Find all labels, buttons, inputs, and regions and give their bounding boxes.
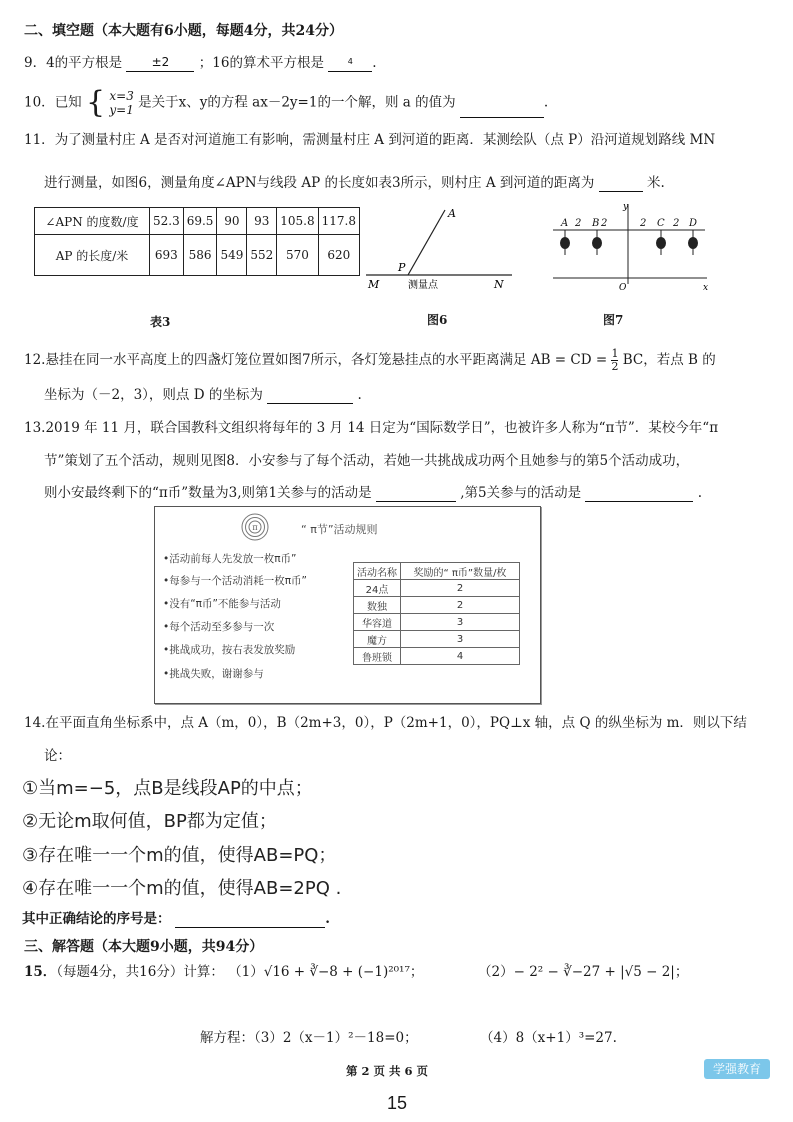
svg-text:π: π	[252, 523, 258, 532]
question-13: 13.2019 年 11 月，联合国教科文组织将每年的 3 月 14 日定为“国际数学日”，也被许多人称为“π节”．某校今年“π	[24, 420, 719, 436]
system-eq-1: x=3	[109, 89, 134, 103]
q13-answer-1-blank[interactable]	[376, 487, 456, 502]
lantern-icon	[688, 230, 698, 255]
fig7-hand-2: 2	[575, 218, 582, 229]
figure-7	[545, 200, 715, 295]
page-number: 15	[387, 1093, 408, 1113]
table-cell: 数独	[354, 597, 401, 614]
fig6-label-a: A	[448, 207, 456, 220]
rule-item: •挑战成功，按右表发放奖励	[163, 644, 296, 656]
table-cell: 24点	[354, 580, 401, 597]
table-row	[35, 235, 360, 276]
lantern-icon	[592, 230, 602, 255]
table-cell: 魔方	[354, 631, 401, 648]
q9-answer-2[interactable]: 4	[328, 53, 372, 72]
reward-table	[353, 562, 520, 665]
question-14: 14.在平面直角坐标系中，点 A（m，0），B（2m+3，0），P（2m+1，0），PQ⊥x 轴，点 Q 的纵坐标为 m．则以下结	[24, 715, 747, 731]
table-cell: 2	[401, 580, 520, 597]
q12-answer-blank[interactable]	[267, 389, 353, 404]
caption-figure-6: 图6	[427, 313, 448, 327]
caption-table-3: 表3	[150, 315, 171, 329]
table-header: 奖励的“ π币”数量/枚	[401, 563, 520, 580]
conclusion-option: ④存在唯一一个m的值，使得AB=2PQ .	[22, 878, 342, 899]
lantern-icon	[656, 230, 666, 255]
table-row	[354, 597, 520, 614]
table-cell: 117.8	[318, 208, 359, 235]
system-eq-2: y=1	[109, 103, 134, 117]
question-11: 11．为了测量村庄 A 是否对河道施工有影响，需测量村庄 A 到河道的距离．某测绘队（点 P）沿河道规划路线 MN	[24, 132, 716, 148]
conclusion-option: ③存在唯一一个m的值，使得AB=PQ；	[22, 845, 337, 866]
fig6-label-point: 测量点	[408, 280, 438, 291]
table-cell: 90	[217, 208, 247, 235]
fig7-hand-a: A	[561, 218, 569, 229]
rule-item: •挑战失败，谢谢参与	[163, 668, 264, 680]
q10-answer-blank[interactable]	[460, 103, 544, 118]
rule-item: •没有“π币”不能参与活动	[163, 598, 281, 610]
fig7-hand-2: 2	[640, 218, 647, 229]
table-cell: 华容道	[354, 614, 401, 631]
lantern-icon	[560, 230, 570, 255]
fig7-label-o: O	[619, 283, 627, 293]
question-12: 12.悬挂在同一水平高度上的四盏灯笼位置如图7所示，各灯笼悬挂点的水平距离满足 AB = CD = $\frac{1}{2}$ BC，若点 B 的	[24, 347, 716, 373]
section-2-heading: 二、填空题（本大题有6小题，每题4分，共24分）	[24, 23, 343, 39]
fig7-hand-2: 2	[601, 218, 608, 229]
figure-6	[362, 204, 522, 294]
section-3-heading: 三、解答题（本大题9小题，共94分）	[24, 939, 264, 955]
figure-8-rules	[154, 506, 541, 704]
question-9: 9．4的平方根是 ±2 ；16的算术平方根是 4 .	[24, 55, 377, 71]
table-cell: 620	[318, 235, 359, 276]
page-footer: 第 2 页 共 6 页	[346, 1064, 429, 1078]
table-row	[354, 648, 520, 665]
fig6-label-n: N	[494, 278, 504, 291]
q15-part-2: （2）− 2² − ∛−27 + |√5 − 2|；	[478, 964, 689, 980]
rules-title: “ π节”活动规则	[301, 523, 378, 536]
question-13-line2: 节”策划了五个活动，规则见图8．小安参与了每个活动，若她一共挑战成功两个且她参与的第5个活动成功，	[44, 453, 690, 469]
rule-item: •每个活动至多参与一次	[163, 621, 275, 633]
table-cell: 鲁班锁	[354, 648, 401, 665]
table-cell: 69.5	[183, 208, 217, 235]
pi-logo-icon	[241, 513, 269, 541]
table-cell: 4	[401, 648, 520, 665]
fig7-hand-c: C	[657, 218, 665, 229]
q15-part-4: （4）8（x+1）³=27.	[480, 1030, 617, 1046]
table-cell: 105.8	[277, 208, 318, 235]
q9-answer-1[interactable]: ±2	[126, 53, 194, 72]
fig7-hand-b: B	[592, 218, 600, 229]
table-cell: 93	[247, 208, 277, 235]
rule-item: •活动前每人先发放一枚π币”	[163, 553, 297, 565]
fig7-label-x: x	[703, 283, 709, 293]
q11-answer-blank[interactable]	[599, 177, 643, 192]
table-row	[354, 563, 520, 580]
rule-item: •每参与一个活动消耗一枚π币”	[163, 575, 307, 587]
q15-equations: 解方程：（3）2（x－1）²－18=0；	[200, 1030, 418, 1046]
q14-answer-blank[interactable]	[175, 913, 325, 928]
question-10: 10．已知 { x=3 y=1 是关于x、y的方程 ax－2y=1的一个解，则 a 的值为 .	[24, 85, 549, 120]
fig7-hand-2: 2	[673, 218, 680, 229]
table-cell: 3	[401, 614, 520, 631]
question-12-line2: 坐标为（－2，3），则点 D 的坐标为 .	[44, 387, 362, 403]
watermark-logo: 学强教育	[704, 1059, 770, 1079]
table-cell: 586	[183, 235, 217, 276]
table-header: 活动名称	[354, 563, 401, 580]
table-cell: 52.3	[150, 208, 184, 235]
fig7-label-y: y	[623, 202, 629, 212]
question-14-line2: 论：	[44, 748, 71, 764]
table-cell: 570	[277, 235, 318, 276]
table-cell: 3	[401, 631, 520, 648]
conclusion-option: ②无论m取何值，BP都为定值；	[22, 811, 277, 832]
table-row	[354, 614, 520, 631]
q15-part-1: （1）√16 + ∛−8 + (−1)²⁰¹⁷；	[228, 964, 424, 980]
table-cell: 552	[247, 235, 277, 276]
table-cell: 2	[401, 597, 520, 614]
q14-answer-line: 其中正确结论的序号是： .	[22, 911, 330, 927]
q15-part-3: （3）2（x－1）²－18=0；	[254, 1030, 418, 1046]
question-13-line3: 则小安最终剩下的“π币”数量为3,则第1关参与的活动是 ,第5关参与的活动是 .	[44, 485, 703, 501]
fig6-label-p: P	[398, 261, 406, 274]
question-11-line2: 进行测量，如图6，测量角度∠APN与线段 AP 的长度如表3所示，则村庄 A 到河道的距离为 米.	[44, 175, 665, 191]
conclusion-option: ①当m=−5，点B是线段AP的中点；	[22, 778, 313, 799]
question-15: 15．（每题4分，共16分）计算： （1）√16 + ∛−8 + (−1)²⁰¹⁷；	[24, 964, 424, 980]
q13-answer-2-blank[interactable]	[585, 487, 693, 502]
table-cell: 549	[217, 235, 247, 276]
fig6-label-m: M	[368, 278, 380, 291]
fraction-half: $\frac{1}{2}$	[611, 347, 619, 373]
table-cell: 693	[150, 235, 184, 276]
fig7-hand-d: D	[689, 218, 698, 229]
table-3	[34, 207, 360, 276]
table-row	[354, 580, 520, 597]
table-row	[354, 631, 520, 648]
table-row	[35, 208, 360, 235]
table-cell: AP 的长度/米	[35, 235, 150, 276]
table-cell: ∠APN 的度数/度	[35, 208, 150, 235]
caption-figure-7: 图7	[603, 313, 624, 327]
